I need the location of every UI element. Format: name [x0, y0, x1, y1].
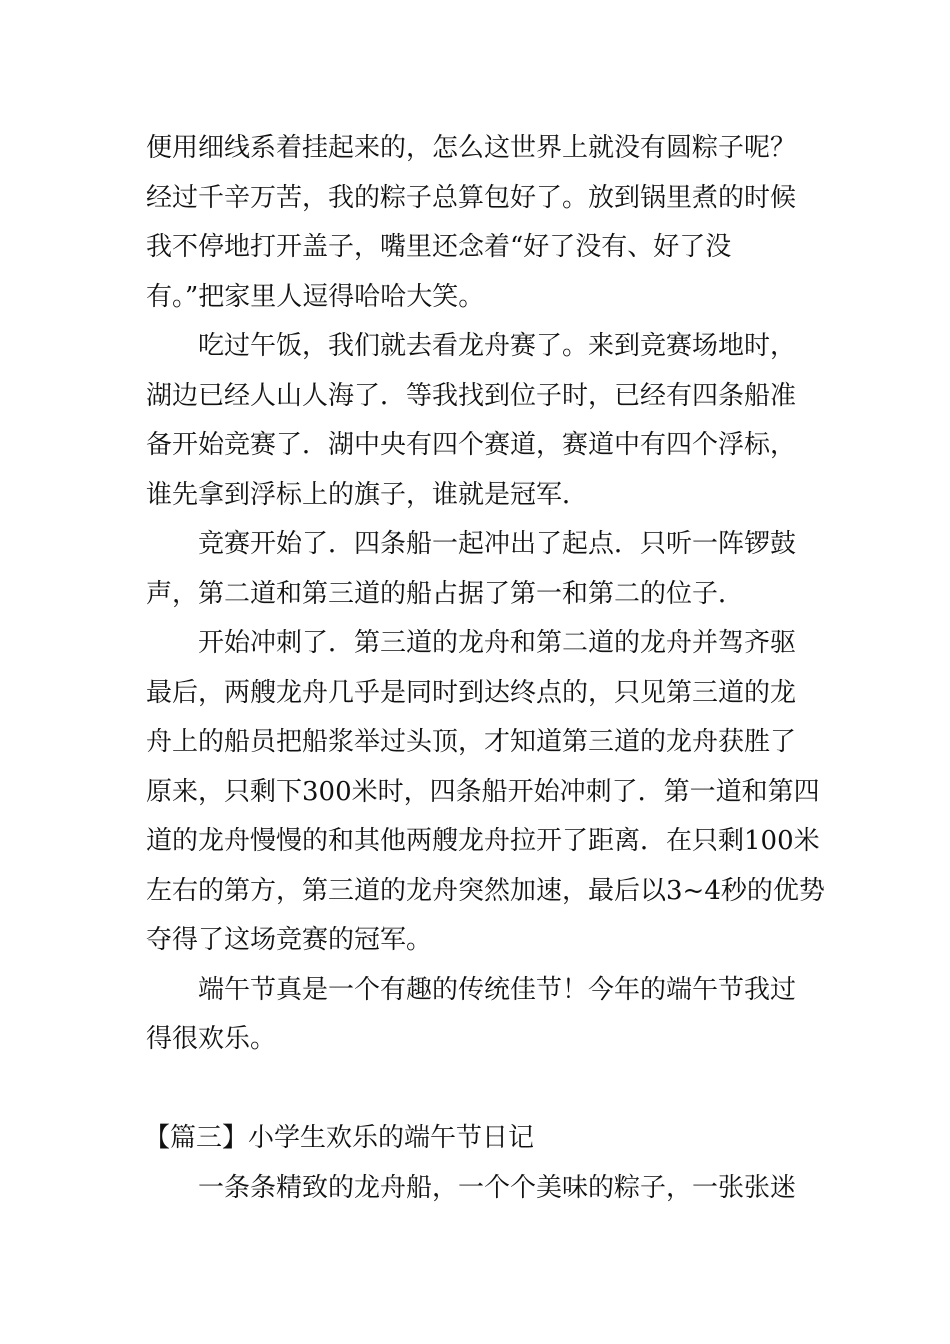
paragraph-start: 竞赛开始了．四条船一起冲出了起点．只听一阵锣鼓 — [198, 529, 797, 559]
text-line: 得很欢乐。 — [146, 1024, 277, 1054]
text-line: 便用细线系着挂起来的，怎么这世界上就没有圆粽子呢？ — [146, 133, 797, 163]
text-line: 道的龙舟慢慢的和其他两艘龙舟拉开了距离．在只剩100米 — [146, 826, 820, 856]
section-heading: 【篇三】小学生欢乐的端午节日记 — [144, 1123, 535, 1153]
text-line: 有。”把家里人逗得哈哈大笑。 — [146, 281, 485, 312]
paragraph-start: 吃过午饭，我们就去看龙舟赛了。来到竞赛场地时， — [198, 331, 797, 361]
text-line: 湖边已经人山人海了．等我找到位子时，已经有四条船准 — [146, 380, 797, 411]
text-line: 备开始竞赛了．湖中央有四个赛道，赛道中有四个浮标， — [146, 430, 797, 460]
text-line: 夺得了这场竞赛的冠军。 — [146, 925, 433, 955]
text-line: 经过千辛万苦，我的粽子总算包好了。放到锅里煮的时候 — [146, 182, 797, 213]
paragraph-start: 开始冲刺了．第三道的龙舟和第二道的龙舟并驾齐驱 — [198, 628, 797, 658]
text-line: 声，第二道和第三道的船占据了第一和第二的位子． — [146, 578, 745, 609]
text-line: 最后，两艘龙舟几乎是同时到达终点的，只见第三道的龙 — [146, 677, 797, 708]
document-page — [144, 124, 825, 1213]
text-line: 左右的第方，第三道的龙舟突然加速，最后以3~4秒的优势 — [146, 875, 825, 906]
text-line: 我不停地打开盖子，嘴里还念着“好了没有、好了没 — [146, 232, 732, 262]
paragraph-start: 端午节真是一个有趣的传统佳节！今年的端午节我过 — [198, 974, 797, 1005]
paragraph-start: 一条条精致的龙舟船，一个个美味的粽子，一张张迷 — [198, 1172, 797, 1203]
text-line: 谁先拿到浮标上的旗子，谁就是冠军． — [146, 479, 589, 510]
text-line: 舟上的船员把船浆举过头顶，才知道第三道的龙舟获胜了 — [146, 727, 797, 757]
text-line: 原来，只剩下300米时，四条船开始冲刺了．第一道和第四 — [146, 776, 820, 807]
blank-line — [146, 1065, 806, 1115]
